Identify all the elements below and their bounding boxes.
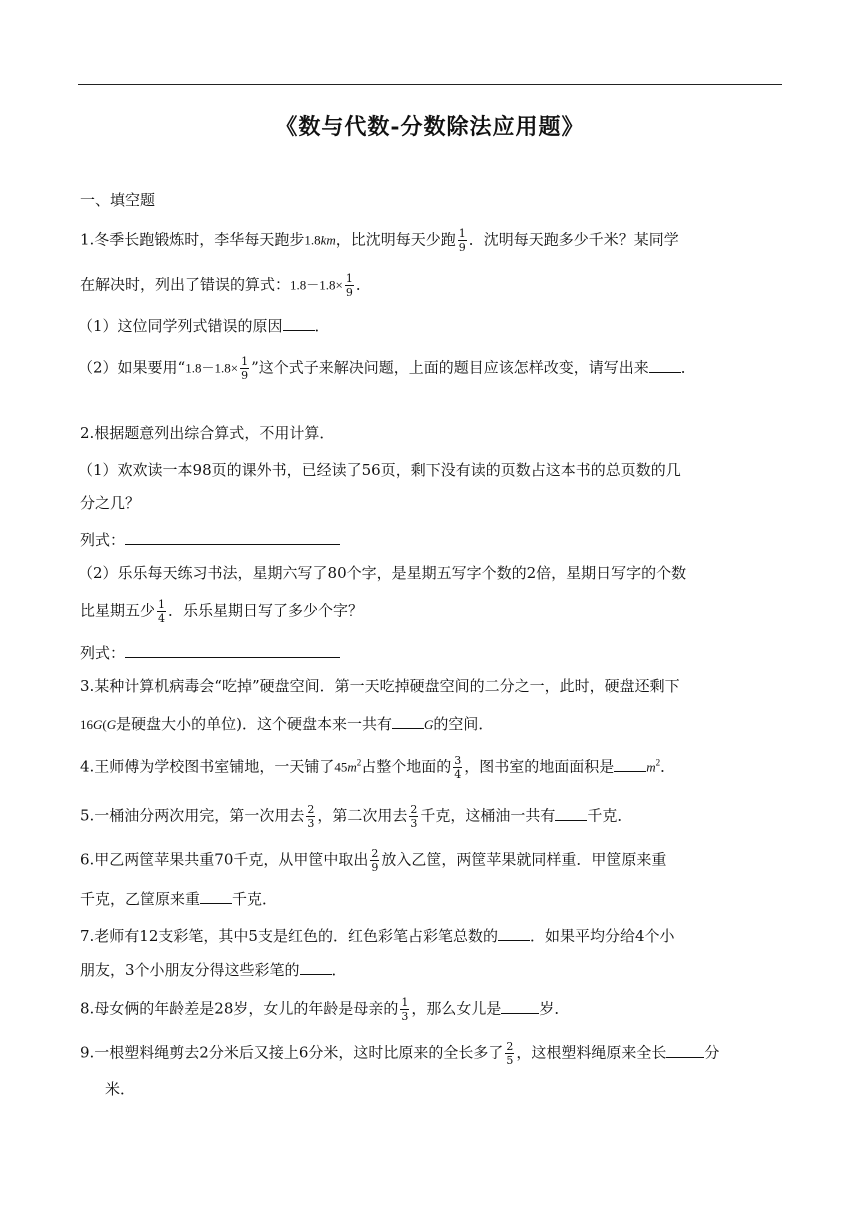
q2-part1-line1: （1）欢欢读一本98页的课外书，已经读了56页，剩下没有读的页数占这本书的总页数的几 <box>78 461 681 479</box>
page-title: 《数与代数-分数除法应用题》 <box>275 114 585 140</box>
answer-blank[interactable] <box>283 317 315 331</box>
answer-blank[interactable] <box>649 359 681 373</box>
fraction-two-ninths: $\frac{2}{9}$ <box>371 847 379 874</box>
fraction-one-third: $\frac{1}{3}$ <box>401 996 409 1023</box>
fraction-two-thirds: $\frac{2}{3}$ <box>410 803 418 830</box>
fraction-two-fifths: $\frac{2}{5}$ <box>506 1040 514 1067</box>
q3-text: 是硬盘大小的单位)．这个硬盘本来一共有 <box>116 715 392 733</box>
q9-line1: 9.一根塑料绳剪去2分米后又接上6分米，这时比原来的全长多了 $\frac{2}{5}$ ，这根塑料绳原来全长 分 <box>80 1040 720 1067</box>
q3-line2: 16G(G是硬盘大小的单位)．这个硬盘本来一共有 G的空间． <box>80 715 494 733</box>
q2-part2-text: 比星期五少 <box>80 601 156 620</box>
answer-blank[interactable] <box>300 961 332 975</box>
q7-line2: 朋友，3个小朋友分得这些彩笔的 ． <box>80 961 347 979</box>
q3-unit: G <box>93 717 103 732</box>
q6-line2: 千克，乙筐原来重 千克． <box>80 890 278 908</box>
q1-sub2-expression: 1.8－1.8× <box>185 360 239 376</box>
q2-part1-line2: 分之几？ <box>80 494 141 512</box>
q1-text-c: ．沈明每天跑多少千米？某同学 <box>468 230 679 249</box>
fraction-one-ninth: $\frac{1}{9}$ <box>241 355 249 382</box>
q1-expression: 1.8－1.8× <box>290 277 343 293</box>
q5-text: 5.一桶油分两次用完，第一次用去 <box>80 806 305 825</box>
formula-label: 列式： <box>80 531 126 549</box>
q1-line2: 在解决时，列出了错误的算式：1.8－1.8× $\frac{1}{9}$ ． <box>80 272 371 299</box>
answer-blank[interactable] <box>666 1044 704 1058</box>
fraction-one-ninth: $\frac{1}{9}$ <box>458 227 466 254</box>
q3-line1: 3.某种计算机病毒会“吃掉”硬盘空间．第一天吃掉硬盘空间的二分之一，此时，硬盘还剩下 <box>80 677 680 695</box>
fraction-one-fourth: $\frac{1}{4}$ <box>158 598 166 625</box>
answer-blank[interactable] <box>555 807 587 821</box>
q1-line1 <box>80 228 679 253</box>
formula-label: 列式： <box>80 644 126 662</box>
q9-line2: 米． <box>105 1080 136 1098</box>
q1-unit: km <box>320 232 336 248</box>
q7-line1: 7.老师有12支彩笔，其中5支是红色的．红色彩笔占彩笔总数的 ．如果平均分给4个小 <box>80 927 675 945</box>
formula-answer-blank[interactable] <box>125 644 340 658</box>
answer-blank[interactable] <box>498 927 530 941</box>
fraction-three-fourths: $\frac{3}{4}$ <box>454 754 462 781</box>
q2-formula1 <box>80 531 340 548</box>
q1-text: 1.冬季长跑锻炼时，李华每天跑步 <box>80 230 305 249</box>
q6-text: 6.甲乙两筐苹果共重70千克，从甲筐中取出 <box>80 850 369 869</box>
q2-part2-line1: （2）乐乐每天练习书法，星期六写了80个字，是星期五写字个数的2倍，星期日写字的个数 <box>78 564 687 582</box>
q2-formula2 <box>80 644 340 661</box>
answer-blank[interactable] <box>501 1000 539 1014</box>
q1-value: 1.8 <box>304 232 321 248</box>
answer-blank[interactable] <box>392 715 424 729</box>
q5-line: 5.一桶油分两次用完，第一次用去 $\frac{2}{3}$ ，第二次用去 $\frac{2}{3}$ 千克，这桶油一共有 千克． <box>80 803 633 830</box>
q6-line2-text: 千克，乙筐原来重 <box>80 890 201 908</box>
section-heading: 一、填空题 <box>80 191 156 209</box>
q1-sub1-text: （1）这位同学列式错误的原因 <box>78 317 283 335</box>
answer-blank[interactable] <box>614 758 646 772</box>
q3-value: 16 <box>80 717 93 732</box>
q8-line: 8.母女俩的年龄差是28岁，女儿的年龄是母亲的 $\frac{1}{3}$ ，那么女儿是 岁． <box>80 996 570 1023</box>
formula-answer-blank[interactable] <box>125 531 340 545</box>
fraction-one-ninth: $\frac{1}{9}$ <box>345 272 353 299</box>
q4-value: 45 <box>334 759 348 775</box>
q8-text: 8.母女俩的年龄差是28岁，女儿的年龄是母亲的 <box>80 999 399 1018</box>
answer-blank[interactable] <box>200 890 232 904</box>
q7-text: 7.老师有12支彩笔，其中5支是红色的．红色彩笔占彩笔总数的 <box>80 927 498 945</box>
fraction-two-thirds: $\frac{2}{3}$ <box>307 803 315 830</box>
q4-line: 4.王师傅为学校图书室铺地，一天铺了$45m^2$占整个地面的 $\frac{3}{4}$ ，图书室的地面面积是 $m^2$． <box>80 754 676 781</box>
q1-line2-text: 在解决时，列出了错误的算式： <box>80 275 291 294</box>
q6-line1: 6.甲乙两筐苹果共重70千克，从甲筐中取出 $\frac{2}{9}$ 放入乙筐，两筐苹果就同样重．甲筐原来重 <box>80 847 667 874</box>
q1-sub1: （1）这位同学列式错误的原因 ． <box>78 317 330 335</box>
q2-part2-text-b: ．乐乐星期日写了多少个字？ <box>168 601 364 620</box>
header-rule <box>78 84 782 85</box>
q7-line2-text: 朋友，3个小朋友分得这些彩笔的 <box>80 961 300 979</box>
q1-sub2: （2）如果要用“1.8－1.8× $\frac{1}{9}$ ”这个式子来解决问题，上面的题目应该怎样改变，请写出来 ． <box>78 355 696 382</box>
q1-sub2-text: （2）如果要用“ <box>78 358 186 377</box>
q4-text: 4.王师傅为学校图书室铺地，一天铺了 <box>80 757 335 776</box>
q2-stem: 2.根据题意列出综合算式，不用计算． <box>80 424 335 442</box>
q1-text-b: ，比沈明每天少跑 <box>335 230 456 249</box>
q1-sub2-text-b: ”这个式子来解决问题，上面的题目应该怎样改变，请写出来 <box>251 358 649 377</box>
q2-part2-line2 <box>80 599 363 624</box>
q9-text: 9.一根塑料绳剪去2分米后又接上6分米，这时比原来的全长多了 <box>80 1043 504 1062</box>
